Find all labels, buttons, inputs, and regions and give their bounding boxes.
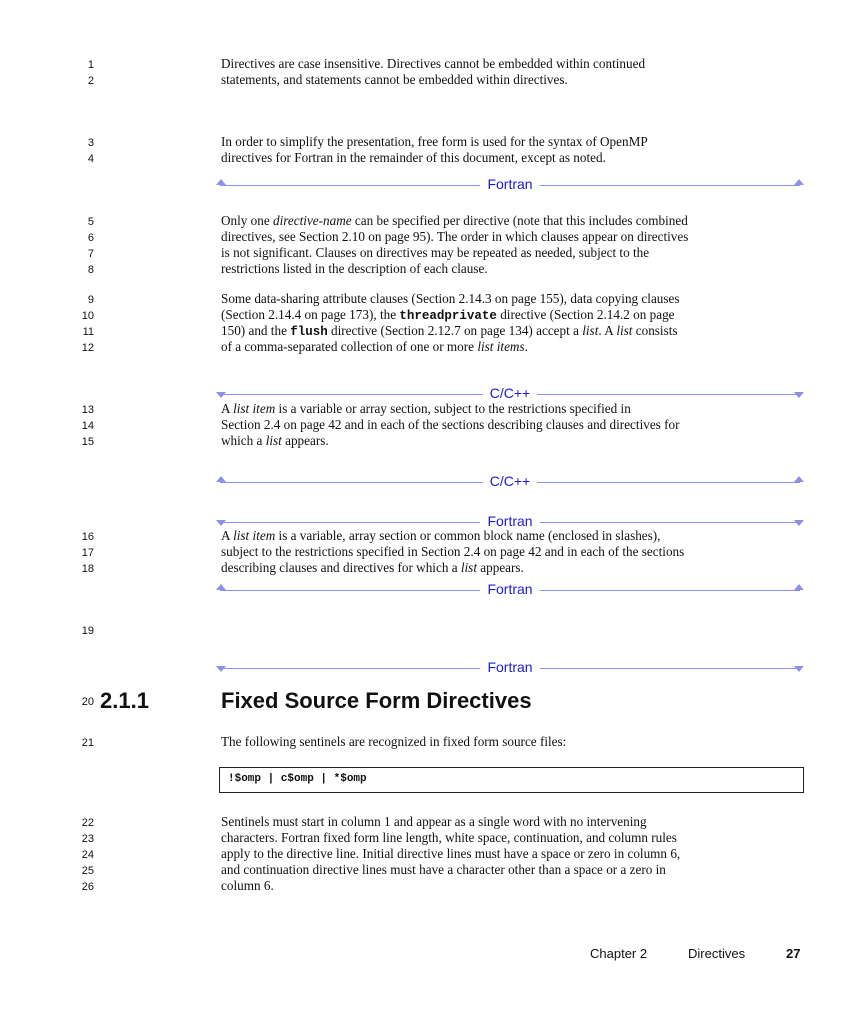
paragraph-line: describing clauses and directives for which a list appears. <box>221 560 524 575</box>
paragraph-line: In order to simplify the presentation, free form is used for the syntax of OpenMP <box>221 134 648 149</box>
line-number: 20 <box>81 696 94 708</box>
line-number: 5 <box>87 216 94 228</box>
paragraph-line: directives, see Section 2.10 on page 95). The order in which clauses appear on directives <box>221 229 689 244</box>
line-number: 18 <box>81 563 94 575</box>
line-number: 25 <box>81 865 94 877</box>
banner-label: Fortran <box>480 176 539 192</box>
line-number: 26 <box>81 881 94 893</box>
line-number: 24 <box>81 849 94 861</box>
paragraph-line: and continuation directive lines must have a character other than a space or a zero in <box>221 862 666 877</box>
line-number: 12 <box>81 342 94 354</box>
paragraph-line: The following sentinels are recognized in fixed form source files: <box>221 734 567 749</box>
paragraph-line: column 6. <box>221 878 274 893</box>
line-number: 10 <box>81 310 94 322</box>
line-number: 16 <box>81 531 94 543</box>
paragraph-line: which a list appears. <box>221 433 329 448</box>
paragraph-line: of a comma-separated collection of one or more list items. <box>221 339 528 354</box>
code-text: !$omp | c$omp | *$omp <box>228 773 367 785</box>
ccpp-banner <box>216 472 804 492</box>
line-number: 15 <box>81 436 94 448</box>
line-number: 11 <box>82 326 94 338</box>
paragraph-line: is not significant. Clauses on directives may be repeated as needed, subject to the <box>221 245 650 260</box>
line-number: 6 <box>87 232 94 244</box>
banner-label: Fortran <box>480 513 539 529</box>
paragraph-line: restrictions listed in the description of each clause. <box>221 261 488 276</box>
fortran-banner <box>216 658 804 678</box>
fortran-banner <box>216 580 804 600</box>
paragraph-line: 150) and the flush directive (Section 2.12.7 on page 134) accept a list. A list consists <box>221 323 678 339</box>
line-number: 7 <box>87 248 94 260</box>
paragraph-line: Sentinels must start in column 1 and appear as a single word with no intervening <box>221 814 647 829</box>
banner-label: Fortran <box>480 581 539 597</box>
fortran-banner <box>216 175 804 195</box>
line-number: 19 <box>81 625 94 637</box>
line-number: 22 <box>81 817 94 829</box>
line-number: 2 <box>87 75 94 87</box>
banner-label: Fortran <box>480 659 539 675</box>
footer-chapter: Chapter 2 <box>590 946 648 961</box>
paragraph-line: Section 2.4 on page 42 and in each of the sections describing clauses and directives for <box>221 417 680 432</box>
paragraph-line: characters. Fortran fixed form line length, white space, continuation, and column rules <box>221 830 677 845</box>
line-number: 23 <box>81 833 94 845</box>
section-title: Fixed Source Form Directives <box>221 688 532 713</box>
line-number: 17 <box>81 547 94 559</box>
paragraph-line: Some data-sharing attribute clauses (Section 2.14.3 on page 155), data copying clauses <box>221 291 680 306</box>
line-number: 21 <box>81 737 94 749</box>
line-number: 8 <box>87 264 94 276</box>
line-number: 9 <box>87 294 94 306</box>
banner-label: C/C++ <box>483 385 537 401</box>
paragraph-line: Only one directive-name can be specified per directive (note that this includes combined <box>221 213 688 228</box>
line-number: 13 <box>81 404 94 416</box>
line-number: 4 <box>87 153 94 165</box>
paragraph-line: statements, and statements cannot be embedded within directives. <box>221 72 568 87</box>
paragraph-line: A list item is a variable or array section, subject to the restrictions specified in <box>221 401 631 416</box>
banner-label: C/C++ <box>483 473 537 489</box>
paragraph-line: subject to the restrictions specified in Section 2.4 on page 42 and in each of the sections <box>221 544 685 559</box>
line-number: 3 <box>87 137 94 149</box>
footer-title: Directives <box>688 946 746 961</box>
paragraph-line: apply to the directive line. Initial directive lines must have a space or zero in column 6, <box>221 846 681 861</box>
line-number: 14 <box>81 420 94 432</box>
section-number: 2.1.1 <box>100 688 149 713</box>
paragraph-line: Directives are case insensitive. Directives cannot be embedded within continued <box>221 56 646 71</box>
paragraph-line: directives for Fortran in the remainder of this document, except as noted. <box>221 150 606 165</box>
paragraph-line: (Section 2.14.4 on page 173), the threadprivate directive (Section 2.14.2 on page <box>221 307 675 323</box>
line-number: 1 <box>87 59 94 71</box>
paragraph-line: A list item is a variable, array section or common block name (enclosed in slashes), <box>221 528 661 543</box>
page-number: 27 <box>786 946 801 961</box>
code-box <box>219 767 804 793</box>
